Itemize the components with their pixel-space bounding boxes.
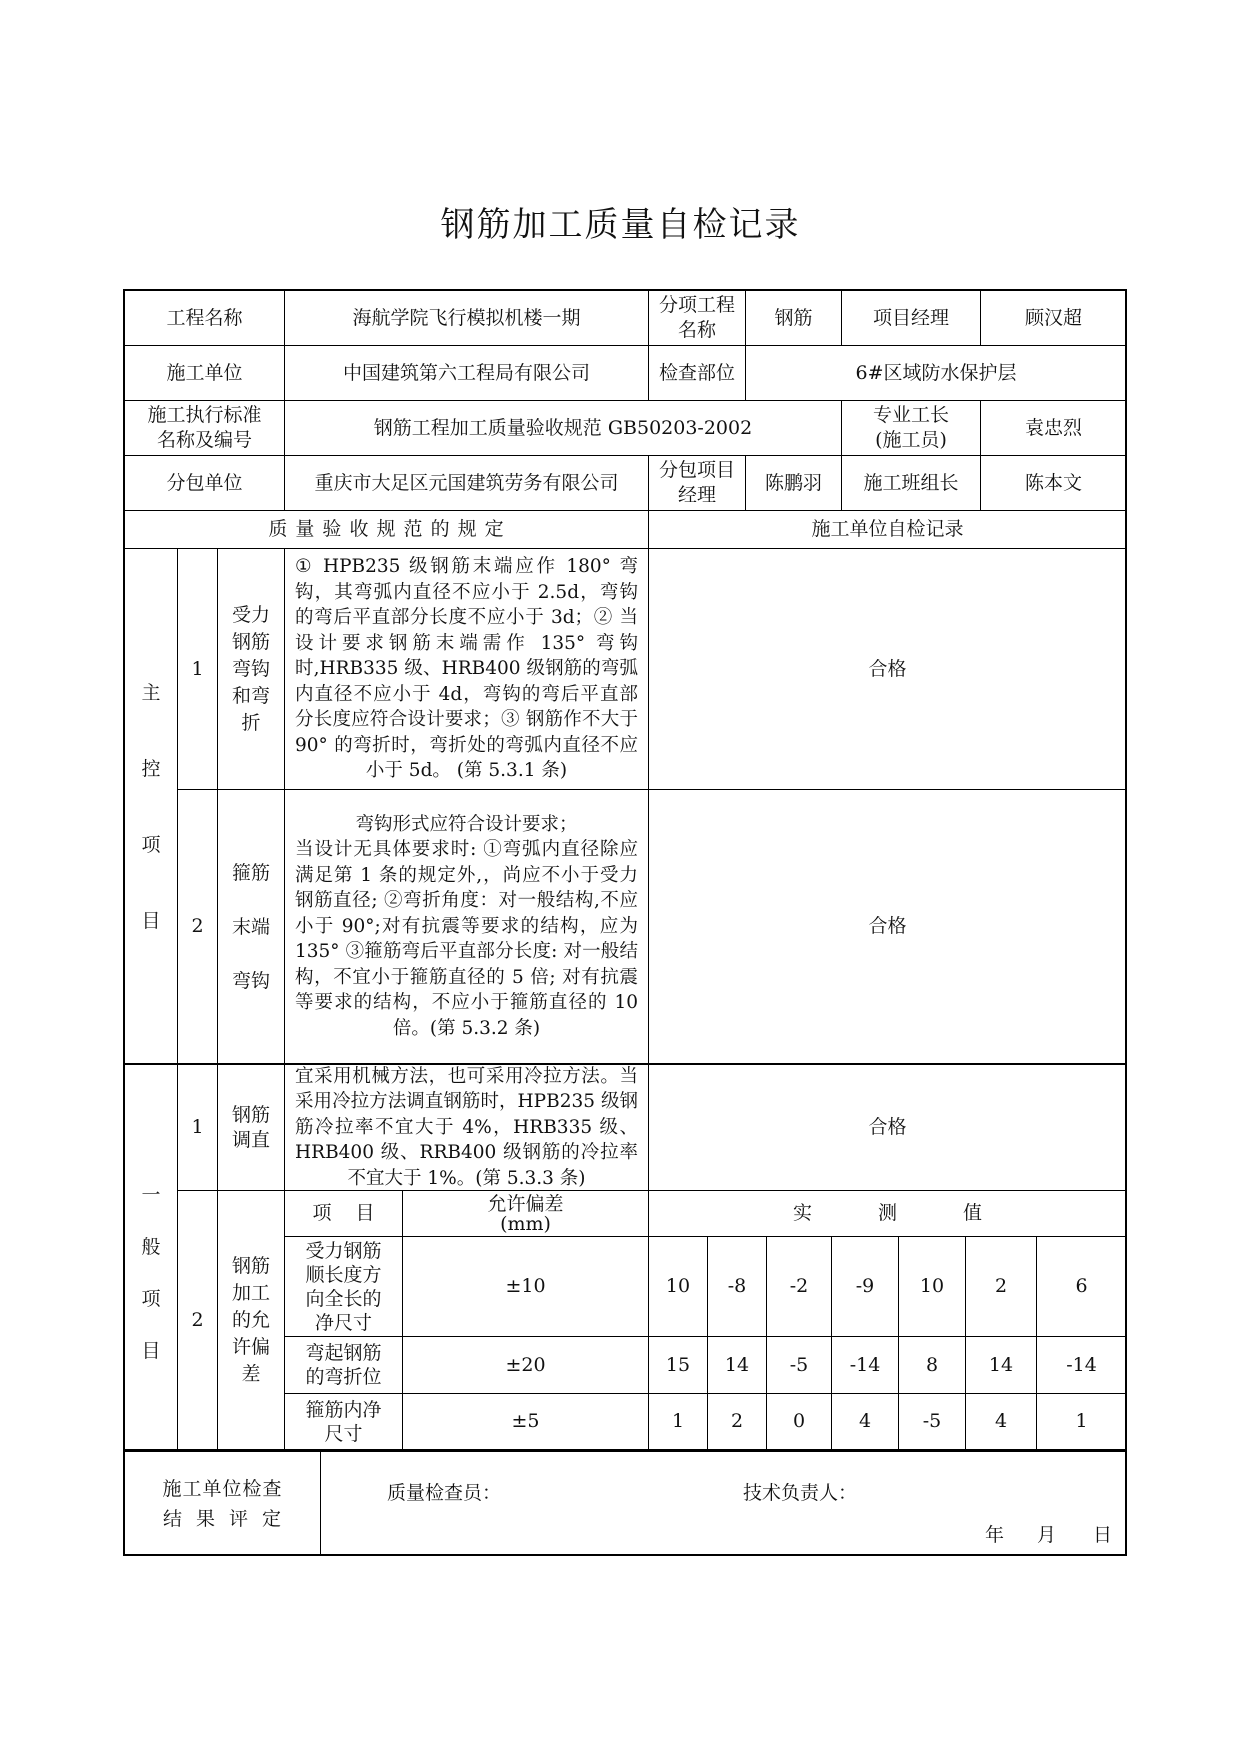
date-year: 年: [985, 1524, 1005, 1546]
measured-value-r2-c5: 8: [899, 1337, 966, 1394]
general-item-2-number: 2: [178, 1191, 218, 1450]
footer-label-line2: 结 果 评 定: [162, 1507, 283, 1530]
sub-item-label: 分项工程名称: [649, 291, 746, 346]
tolerance-col-item: 项 目: [285, 1191, 403, 1237]
tolerance-col-tolerance: [403, 1191, 649, 1237]
footer-label: [125, 1450, 321, 1555]
tolerance-row-2-item: 弯起钢筋的弯折位: [285, 1337, 403, 1394]
measured-value-r2-c6: 14: [966, 1337, 1037, 1394]
measured-value-r3-c6: 4: [966, 1394, 1037, 1450]
footer-signatures: [321, 1450, 1126, 1555]
measured-value-r3-c1: 1: [649, 1394, 708, 1450]
general-item-1-name: 钢筋调直: [218, 1065, 285, 1191]
main-item-2-name: 箍筋末端弯钩: [218, 790, 285, 1065]
subcontractor-value: 重庆市大足区元国建筑劳务有限公司: [285, 456, 649, 511]
measured-value-r2-c7: -14: [1037, 1337, 1126, 1394]
measured-value-r2-c4: -14: [832, 1337, 899, 1394]
general-item-1-rule-text: 宜采用机械方法，也可采用冷拉方法。当采用冷拉方法调直钢筋时，HPB235 级钢筋冷拉率不宜大于 4%，HRB335 级、HRB400 级、RRB400 级钢筋的冷拉率不宜大于 1%。(第 5.3.3 条): [295, 1065, 638, 1189]
main-item-1-rule: [285, 549, 649, 790]
standard-value: 钢筋工程加工质量验收规范 GB50203-2002: [285, 401, 842, 456]
general-item-2-name: 钢筋加工的允许偏差: [218, 1191, 285, 1450]
measured-value-r2-c3: -5: [767, 1337, 832, 1394]
date-month: 月: [1037, 1524, 1057, 1546]
tolerance-col-unit: (mm): [500, 1212, 551, 1235]
main-item-2-rule: [285, 790, 649, 1065]
record-section-header: 施工单位自检记录: [649, 511, 1126, 549]
standard-label: 施工执行标准名称及编号: [125, 401, 285, 456]
main-item-1-result: 合格: [649, 549, 1126, 790]
contractor-label: 施工单位: [125, 346, 285, 401]
measured-value-r1-c2: -8: [708, 1237, 767, 1337]
measured-value-r2-c2: 14: [708, 1337, 767, 1394]
measured-values-header: 实 测 值: [649, 1191, 1126, 1237]
inspection-form: [123, 289, 1127, 1556]
project-manager-label: 项目经理: [842, 291, 981, 346]
spec-section-header: 质 量 验 收 规 范 的 规 定: [125, 511, 649, 549]
main-item-2-rule-line1: 弯钩形式应符合设计要求；: [355, 813, 578, 835]
main-item-2-number: 2: [178, 790, 218, 1065]
measured-value-r2-c1: 15: [649, 1337, 708, 1394]
measured-value-r3-c5: -5: [899, 1394, 966, 1450]
project-name-value: 海航学院飞行模拟机楼一期: [285, 291, 649, 346]
main-item-1-number: 1: [178, 549, 218, 790]
sub-pm-label: 分包项目经理: [649, 456, 746, 511]
tolerance-row-1-tol: ±10: [403, 1237, 649, 1337]
measured-value-r3-c7: 1: [1037, 1394, 1126, 1450]
measured-value-r1-c1: 10: [649, 1237, 708, 1337]
subcontractor-label: 分包单位: [125, 456, 285, 511]
general-item-1-result: 合格: [649, 1065, 1126, 1191]
sub-pm-value: 陈鹏羽: [746, 456, 842, 511]
sub-item-value: 钢筋: [746, 291, 842, 346]
tolerance-row-3-item: 箍筋内净尺寸: [285, 1394, 403, 1450]
measured-value-r1-c3: -2: [767, 1237, 832, 1337]
contractor-value: 中国建筑第六工程局有限公司: [285, 346, 649, 401]
tolerance-row-2-tol: ±20: [403, 1337, 649, 1394]
main-item-1-name: 受力钢筋弯钩和弯折: [218, 549, 285, 790]
project-name-label: 工程名称: [125, 291, 285, 346]
project-manager-value: 顾汉超: [981, 291, 1126, 346]
document-title: 钢筋加工质量自检记录: [440, 205, 801, 245]
inspect-part-value: 6#区域防水保护层: [746, 346, 1126, 401]
inspect-part-label: 检查部位: [649, 346, 746, 401]
tolerance-row-1-item: 受力钢筋顺长度方向全长的净尺寸: [285, 1237, 403, 1337]
footer-label-line1: 施工单位检查: [162, 1477, 283, 1500]
quality-inspector-label: 质量检查员：: [387, 1482, 502, 1504]
tolerance-col-label: 允许偏差: [487, 1192, 564, 1215]
date-day: 日: [1093, 1524, 1113, 1546]
team-leader-value: 陈本文: [981, 456, 1126, 511]
general-item-1-rule: [285, 1065, 649, 1191]
measured-value-r3-c4: 4: [832, 1394, 899, 1450]
main-item-2-result: 合格: [649, 790, 1126, 1065]
foreman-label: 专业工长(施工员): [842, 401, 981, 456]
foreman-value: 袁忠烈: [981, 401, 1126, 456]
measured-value-r3-c2: 2: [708, 1394, 767, 1450]
measured-value-r1-c6: 2: [966, 1237, 1037, 1337]
general-label: 一般项目: [125, 1065, 178, 1450]
team-leader-label: 施工班组长: [842, 456, 981, 511]
tolerance-row-3-tol: ±5: [403, 1394, 649, 1450]
general-item-1-number: 1: [178, 1065, 218, 1191]
main-control-label: 主控项目: [125, 549, 178, 1065]
measured-value-r1-c5: 10: [899, 1237, 966, 1337]
tech-lead-label: 技术负责人：: [743, 1482, 858, 1504]
measured-value-r3-c3: 0: [767, 1394, 832, 1450]
measured-value-r1-c7: 6: [1037, 1237, 1126, 1337]
main-item-1-rule-text: ① HPB235 级钢筋末端应作 180° 弯钩，其弯弧内直径不应小于 2.5d，弯钩的弯后平直部分长度不应小于 3d；② 当设计要求钢筋末端需作 135° 弯钩时,HRB335 级、HRB400 级钢筋的弯弧内直径不应小于 4d，弯钩的弯后平直部分长度应符合设计要求；③ 钢筋作不大于 90° 的弯折时，弯折处的弯弧内直径不应小于 5d。 (第 5.3.1 条): [295, 556, 638, 782]
measured-value-r1-c4: -9: [832, 1237, 899, 1337]
main-item-2-rule-text: 当设计无具体要求时: ①弯弧内直径除应满足第 1 条的规定外,，尚应不小于受力钢筋直径; ②弯折角度：对一般结构,不应小于 90°;对有抗震等要求的结构，应为 135° ③箍筋弯后平直部分长度: 对一般结构，不宜小于箍筋直径的 5 倍; 对有抗震等要求的结构，不应小于箍筋直径的 10 倍。(第 5.3.2 条): [295, 839, 638, 1039]
